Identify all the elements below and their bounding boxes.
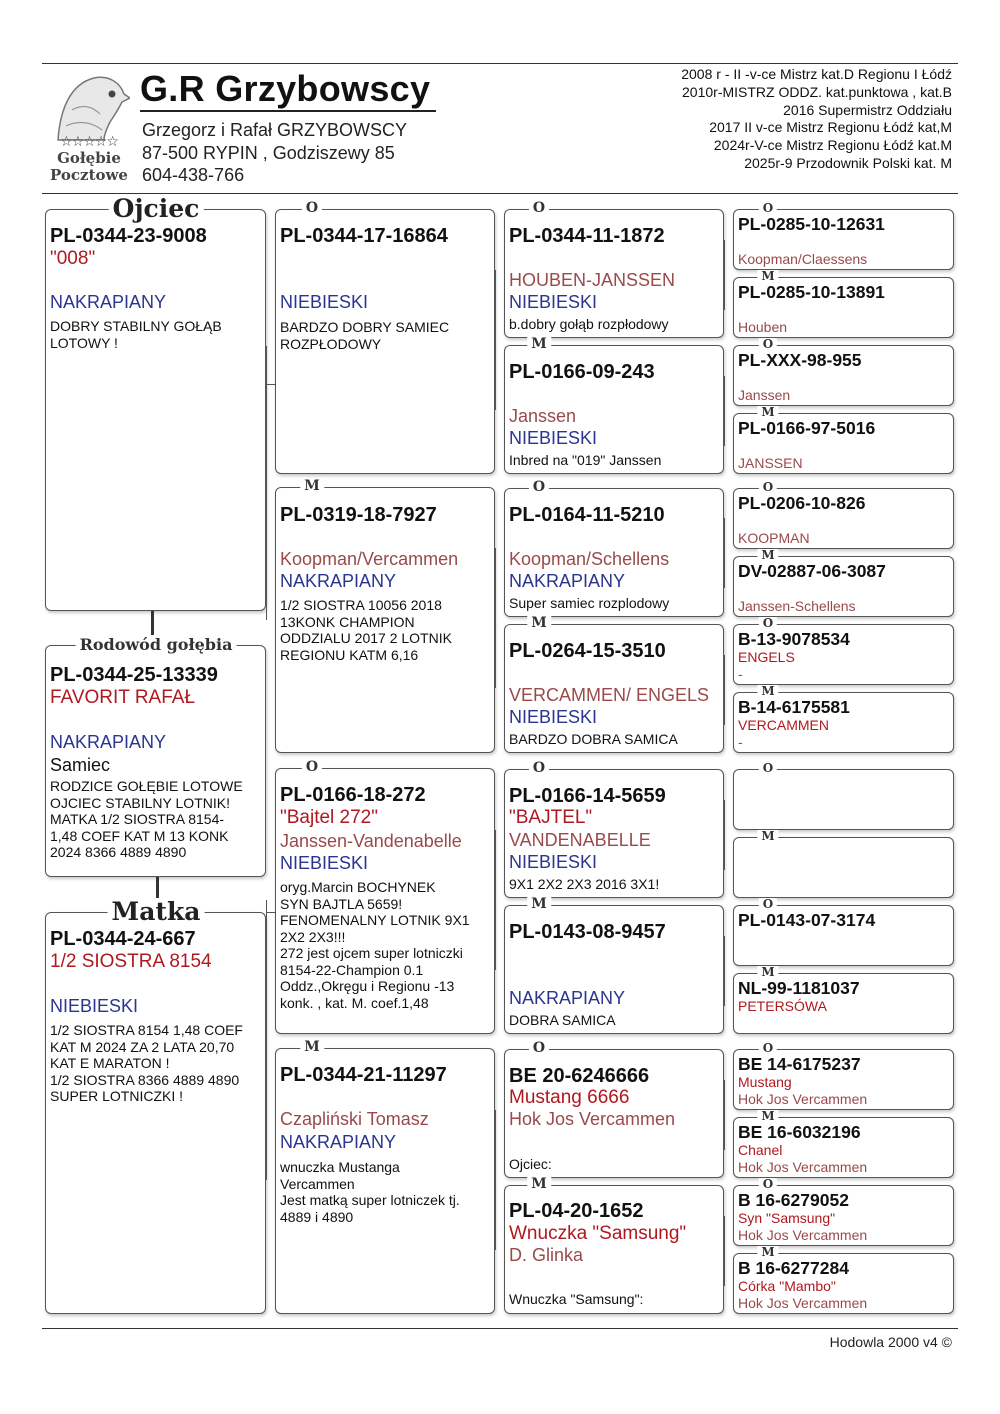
grandparent-notes: oryg.Marcin BOCHYNEK SYN BAJTLA 5659! FENOMENALNY LOTNIK 9X1 2X2 2X3!!! 272 jest ojcem super lotniczki 8154-22-Champion 0.1 Oddz.,Okręgu i Regionu -13 konk. , kat. M. coef.1,48 (280, 879, 470, 1011)
dam-notes: 1/2 SIOSTRA 8154 1,48 COEF KAT M 2024 ZA 2 LATA 20,70 KAT E MARATON ! 1/2 SIOSTRA 8366 4889 4890 SUPER LOTNICZKI ! (50, 1022, 243, 1104)
great-grandparent-ring: PL-04-20-1652 (509, 1200, 644, 1222)
ancestor-ring: PL-0166-97-5016 (738, 418, 876, 438)
connector (495, 270, 496, 410)
sex-label-o: O (759, 617, 777, 629)
sex-label-o: O (529, 479, 549, 495)
grandparent-color: NAKRAPIANY (280, 571, 397, 591)
ancestor-line2: - (738, 666, 743, 682)
sex-label-o: O (759, 338, 777, 350)
connector (266, 912, 275, 913)
great-grandparent-breeder: Hok Jos Vercammen (509, 1109, 676, 1129)
great-grandparent-ring: PL-0166-14-5659 (509, 785, 666, 807)
sex-label-m: M (757, 1110, 778, 1122)
ancestor-line1: Janssen-Schellens (738, 598, 856, 614)
ancestor-line2: Hok Jos Vercammen (738, 1159, 868, 1175)
ancestor-line1: Córka "Mambo" (738, 1278, 836, 1294)
pigeon-head-icon (52, 70, 130, 142)
ancestor-line1: Chanel (738, 1142, 783, 1158)
ancestor-line1: Mustang (738, 1074, 792, 1090)
connector (724, 518, 725, 588)
connector (266, 900, 267, 1180)
dam-card[interactable] (45, 897, 266, 1314)
main-bird-label: Rodowód gołębia (76, 637, 237, 653)
ancestor-line1: Koopman/Claessens (738, 251, 868, 267)
sex-label-m: M (527, 615, 551, 631)
great-grandparent-notes: Wnuczka "Samsung": (509, 1291, 644, 1307)
main-bird-notes: RODZICE GOŁĘBIE LOTOWE OJCIEC STABILNY LOTNIK! MATKA 1/2 SIOSTRA 8154- 1,48 COEF KAT M 13 KONK 2024 8366 4889 4890 (50, 778, 243, 860)
connector (724, 800, 725, 870)
ancestor-ring: PL-0143-07-3174 (738, 910, 876, 930)
ancestor-card[interactable] (733, 1177, 954, 1246)
sex-label-o: O (302, 759, 322, 775)
ancestor-ring: PL-0285-10-13891 (738, 282, 885, 302)
ancestor-line2: - (738, 734, 743, 750)
grandparent-card[interactable] (275, 200, 495, 474)
ancestor-card[interactable] (733, 548, 954, 617)
ancestor-line1: VERCAMMEN (738, 717, 830, 733)
sex-label-o: O (529, 1040, 549, 1056)
sex-label-o: O (759, 898, 777, 910)
grandparent-card[interactable] (275, 759, 495, 1034)
dam-color: NIEBIESKI (50, 996, 139, 1016)
great-grandparent-ring: PL-0264-15-3510 (509, 640, 666, 662)
sire-ring: PL-0344-23-9008 (50, 225, 207, 247)
great-grandparent-color: NAKRAPIANY (509, 988, 626, 1008)
connector (724, 240, 725, 310)
owner-phone: 604-438-766 (142, 165, 245, 185)
achievement: 2025r-9 Przodownik Polski kat. M (744, 154, 952, 171)
great-grandparent-card[interactable] (504, 1176, 724, 1314)
great-grandparent-breeder: Koopman/Schellens (509, 549, 670, 569)
ancestor-line1: Janssen (738, 387, 791, 403)
grandparent-notes: wnuczka Mustanga Vercammen Jest matką super lotniczek tj. 4889 i 4890 (280, 1159, 460, 1225)
sex-label-m: M (757, 830, 778, 842)
top-rule (42, 63, 958, 64)
ancestor-line1: PETERSÓWA (738, 998, 827, 1014)
ancestor-line1: ENGELS (738, 649, 795, 665)
ancestor-card[interactable] (733, 201, 954, 270)
ancestor-card[interactable] (733, 965, 954, 1034)
ancestor-line2: Hok Jos Vercammen (738, 1227, 868, 1243)
ancestor-card[interactable] (733, 480, 954, 549)
main-bird-card[interactable] (45, 635, 266, 877)
great-grandparent-breeder: VANDENABELLE (509, 830, 651, 850)
great-grandparent-color: NIEBIESKI (509, 707, 598, 727)
ancestor-card-empty[interactable] (733, 829, 954, 898)
great-grandparent-card[interactable] (504, 896, 724, 1034)
ancestor-ring: PL-XXX-98-955 (738, 350, 862, 370)
connector (724, 936, 725, 1006)
logo-text-line1: Gołębie (57, 149, 121, 167)
great-grandparent-notes: Inbred na "019" Janssen (509, 452, 662, 468)
great-grandparent-ring: PL-0164-11-5210 (509, 504, 665, 526)
main-bird-color: NAKRAPIANY (50, 732, 167, 752)
ancestor-ring: BE 14-6175237 (738, 1054, 861, 1074)
great-grandparent-card[interactable] (504, 336, 724, 474)
great-grandparent-name: Mustang 6666 (509, 1087, 630, 1108)
grandparent-color: NIEBIESKI (280, 853, 369, 873)
connector (724, 1080, 725, 1150)
owner-name: Grzegorz i Rafał GRZYBOWSCY (142, 120, 408, 140)
great-grandparent-breeder: Janssen (509, 406, 577, 426)
great-grandparent-notes: DOBRA SAMICA (509, 1012, 616, 1028)
great-grandparent-color: NIEBIESKI (509, 428, 598, 448)
sex-label-m: M (757, 549, 778, 561)
ancestor-line2: Hok Jos Vercammen (738, 1091, 868, 1107)
great-grandparent-color: NAKRAPIANY (509, 571, 626, 591)
great-grandparent-card[interactable] (504, 615, 724, 753)
sex-label-o: O (759, 1042, 777, 1054)
ancestor-line2: Hok Jos Vercammen (738, 1295, 868, 1311)
ancestor-card[interactable] (733, 616, 954, 685)
grandparent-breeder: Koopman/Vercammen (280, 549, 459, 569)
connector (495, 548, 496, 688)
ancestor-line1: KOOPMAN (738, 530, 810, 546)
grandparent-card[interactable] (275, 1039, 495, 1314)
connector (724, 655, 725, 725)
sire-card[interactable] (45, 194, 266, 611)
sex-label-m: M (527, 1176, 551, 1192)
sex-label-o: O (302, 200, 322, 216)
great-grandparent-name: "BAJTEL" (509, 807, 593, 828)
ancestor-ring: BE 16-6032196 (738, 1122, 861, 1142)
ancestor-card[interactable] (733, 684, 954, 753)
grandparent-ring: PL-0319-18-7927 (280, 504, 437, 526)
ancestor-card[interactable] (733, 269, 954, 338)
sex-label-m: M (757, 966, 778, 978)
ancestor-ring: B 16-6277284 (738, 1258, 849, 1278)
sire-label: Ojciec (109, 195, 204, 223)
great-grandparent-notes: BARDZO DOBRA SAMICA (509, 731, 678, 747)
ancestor-ring: B-14-6175581 (738, 697, 850, 717)
great-grandparent-breeder: D. Glinka (509, 1245, 584, 1265)
ancestor-line1: Syn "Samsung" (738, 1210, 836, 1226)
great-grandparent-name: Wnuczka "Samsung" (509, 1223, 687, 1244)
sex-label-m: M (527, 896, 551, 912)
ancestor-ring: B-13-9078534 (738, 629, 850, 649)
sex-label-m: M (757, 1246, 778, 1258)
grandparent-ring: PL-0344-17-16864 (280, 225, 448, 247)
dam-name: 1/2 SIOSTRA 8154 (50, 951, 212, 972)
ancestor-line1: Houben (738, 319, 788, 335)
main-bird-sex: Samiec (50, 755, 111, 775)
ancestor-ring: NL-99-1181037 (738, 978, 860, 998)
sex-label-m: M (757, 270, 778, 282)
great-grandparent-notes: b.dobry gołąb rozpłodowy (509, 316, 669, 332)
main-bird-name: FAVORIT RAFAŁ (50, 687, 196, 708)
connector (266, 346, 267, 620)
ancestor-line1: JANSSEN (738, 455, 803, 471)
achievement: 2010r-MISTRZ ODDZ. kat.punktowa , kat.B (682, 83, 952, 100)
ancestor-card[interactable] (733, 337, 954, 406)
ancestor-card[interactable] (733, 1245, 954, 1314)
great-grandparent-breeder: HOUBEN-JANSSEN (509, 270, 676, 290)
connector (724, 376, 725, 446)
logo-text-line2: Pocztowe (50, 166, 128, 184)
great-grandparent-ring: BE 20-6246666 (509, 1065, 650, 1087)
grandparent-ring: PL-0344-21-11297 (280, 1064, 447, 1086)
achievement: 2016 Supermistrz Oddziału (783, 101, 952, 118)
grandparent-name: "Bajtel 272" (280, 807, 378, 828)
grandparent-card[interactable] (275, 478, 495, 753)
great-grandparent-ring: PL-0344-11-1872 (509, 225, 665, 247)
sex-label-m: M (300, 478, 324, 494)
sex-label-o: O (759, 762, 777, 774)
great-grandparent-breeder: VERCAMMEN/ ENGELS (509, 685, 710, 705)
sex-label-m: M (300, 1039, 324, 1055)
great-grandparent-ring: PL-0143-08-9457 (509, 921, 666, 943)
logo (44, 70, 134, 185)
sire-name: "008" (50, 248, 96, 269)
dam-ring: PL-0344-24-667 (50, 928, 196, 950)
sex-label-m: M (527, 336, 551, 352)
ancestor-ring: DV-02887-06-3087 (738, 561, 886, 581)
great-grandparent-ring: PL-0166-09-243 (509, 361, 655, 383)
ancestor-ring: PL-0285-10-12631 (738, 214, 885, 234)
dam-label: Matka (108, 898, 205, 926)
sire-notes: DOBRY STABILNY GOŁĄB LOTOWY ! (50, 318, 222, 351)
grandparent-color: NIEBIESKI (280, 292, 369, 312)
connector (724, 1216, 725, 1286)
connector (495, 830, 496, 970)
page-title: G.R Grzybowscy (140, 68, 431, 109)
ancestor-ring: B 16-6279052 (738, 1190, 849, 1210)
grandparent-notes: BARDZO DOBRY SAMIEC ROZPŁODOWY (280, 319, 450, 352)
sex-label-o: O (759, 481, 777, 493)
owner-address: 87-500 RYPIN , Godziszewy 85 (142, 143, 395, 163)
achievements-list (681, 66, 952, 173)
great-grandparent-notes: 9X1 2X2 2X3 2016 3X1! (509, 876, 660, 892)
connector (495, 1110, 496, 1250)
great-grandparent-color: NIEBIESKI (509, 292, 598, 312)
grandparent-breeder: Czapliński Tomasz (280, 1109, 429, 1129)
logo-stars: ☆☆☆☆☆ (60, 134, 118, 150)
ancestor-card[interactable] (733, 1109, 954, 1178)
main-bird-ring: PL-0344-25-13339 (50, 664, 218, 686)
ancestor-card[interactable] (733, 405, 954, 474)
sex-label-o: O (759, 1178, 777, 1190)
footer-rule (42, 1328, 958, 1329)
sex-label-o: O (759, 202, 777, 214)
sire-color: NAKRAPIANY (50, 292, 167, 312)
sex-label-o: O (529, 760, 549, 776)
great-grandparent-color: NIEBIESKI (509, 852, 598, 872)
title-underline (140, 110, 436, 112)
great-grandparent-notes: Super samiec rozplodowy (509, 595, 670, 611)
ancestor-card[interactable] (733, 1041, 954, 1110)
connector (151, 611, 154, 635)
connector (266, 384, 275, 385)
achievement: 2017 II v-ce Mistrz Regionu Łódź kat,M (709, 119, 952, 136)
sex-label-o: O (529, 200, 549, 216)
grandparent-breeder: Janssen-Vandenabelle (280, 831, 462, 851)
ancestor-card-empty[interactable] (733, 761, 954, 830)
achievement: 2008 r - II -v-ce Mistrz kat.D Regionu I Łódź (681, 66, 952, 82)
ancestor-card[interactable] (733, 897, 954, 966)
great-grandparent-card[interactable] (504, 479, 724, 617)
achievement: 2024r-V-ce Mistrz Regionu Łódź kat.M (713, 137, 952, 154)
grandparent-color: NAKRAPIANY (280, 1132, 397, 1152)
great-grandparent-card[interactable] (504, 760, 724, 898)
footer-credit: Hodowla 2000 v4 © (829, 1334, 952, 1350)
great-grandparent-card[interactable] (504, 1040, 724, 1178)
ancestor-ring: PL-0206-10-826 (738, 493, 866, 513)
sex-label-m: M (757, 406, 778, 418)
grandparent-notes: 1/2 SIOSTRA 10056 2018 13KONK CHAMPION ODDZIALU 2017 2 LOTNIK REGIONU KATM 6,16 (280, 597, 452, 663)
great-grandparent-notes: Ojciec: (509, 1156, 552, 1172)
grandparent-ring: PL-0166-18-272 (280, 784, 426, 806)
great-grandparent-card[interactable] (504, 200, 724, 338)
sex-label-m: M (757, 685, 778, 697)
